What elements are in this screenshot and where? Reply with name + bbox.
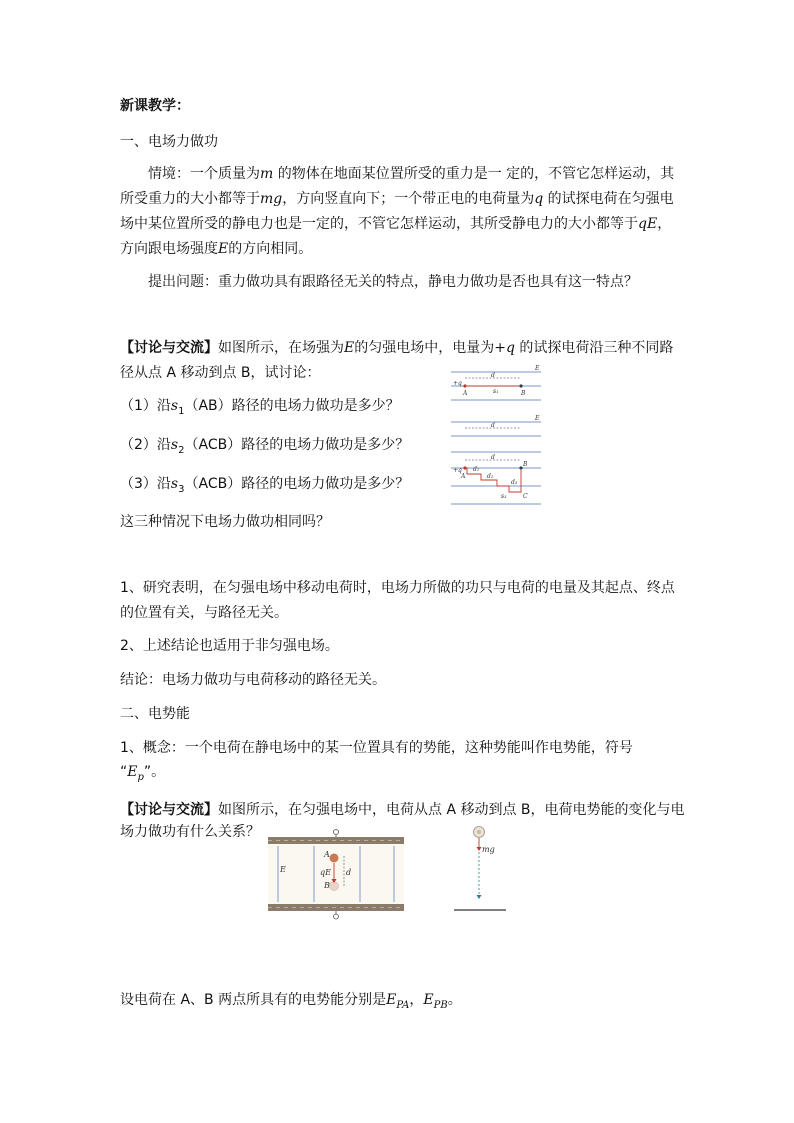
svg-text:+q: +q	[453, 467, 462, 474]
discussion-item-3: （3）沿$s_3(ACB)$路径的电场力做功是多少？	[120, 476, 410, 495]
discussion2-line-2: 场力做功有什么关系？	[120, 824, 260, 840]
discussion1-closing: 这三种情况下电场力做功相同吗？	[120, 514, 330, 530]
concept-line-2: “$E_p$”。	[120, 764, 166, 783]
finding-1b: 的位置有关，与路径无关。	[120, 605, 288, 621]
discussion-item-1: （1）沿$s_1(AB)$路径的电场力做功是多少？	[120, 398, 400, 417]
figure-paths-diagram	[449, 364, 545, 510]
finding-2: 2、上述结论也适用于非匀强电场。	[120, 638, 339, 654]
conclusion-text: 结论：电场力做功与电荷移动的路径无关。	[120, 672, 386, 688]
section2-title: 二、电势能	[120, 706, 190, 722]
svg-text:d: d	[346, 868, 352, 877]
discussion-item-2: （2）沿$s_2(ACB)$路径的电场力做功是多少？	[120, 437, 410, 456]
discussion2-line-1: 【讨论与交流】如图所示，在匀强电场中，电荷从点 A 移动到点 B，电荷电势能的变化与电	[120, 802, 685, 818]
distance-label-d: d	[491, 372, 495, 379]
question-text: 提出问题：重力做功具有跟路径无关的特点，静电力做功是否也具有这一特点？	[148, 274, 638, 290]
svg-text:C: C	[523, 493, 528, 500]
potential-energy-line: 设电荷在 A、B 两点所具有的电势能分别是$E_{PA}$，$E_{PB}$。	[120, 992, 462, 1011]
scenario-line-2: 所受重力的大小都等于mg，方向竖直向下；一个带正电的电荷量为q 的试探电荷在匀强电	[120, 191, 674, 207]
svg-text:d₁: d₁	[473, 466, 480, 473]
point-a	[463, 384, 466, 387]
svg-text:A: A	[463, 390, 468, 397]
svg-text:A: A	[461, 473, 466, 480]
svg-text:B: B	[324, 881, 330, 890]
svg-text:B: B	[523, 461, 528, 468]
finding-1a: 1、研究表明，在匀强电场中移动电荷时，电场力所做的功只与电荷的电量及其起点、终点	[120, 580, 675, 596]
charge-at-a	[330, 854, 339, 863]
figure-gravity-diagram	[452, 824, 508, 916]
section1-title: 一、电场力做功	[120, 134, 218, 150]
field-label-e: E	[535, 365, 540, 372]
panel-path-s2	[451, 415, 541, 436]
discussion-tag: 【讨论与交流】	[120, 340, 218, 356]
panel-path-s3	[451, 452, 541, 504]
scenario-line-4: 方向跟电场强度E的方向相同。	[120, 241, 313, 257]
discussion1-line-1: 【讨论与交流】如图所示，在场强为E的匀强电场中，电量为+q 的试探电荷沿三种不同路	[120, 340, 674, 356]
svg-text:s₁: s₁	[493, 388, 499, 395]
concept-line-1: 1、概念：一个电荷在静电场中的某一位置具有的势能，这种势能叫作电势能，符号	[120, 740, 633, 756]
discussion1-line-2: 径从点 A 移动到点 B，试讨论：	[120, 365, 321, 381]
svg-text:d₃: d₃	[511, 479, 518, 486]
point-b	[519, 384, 522, 387]
scenario-line-1: 情境：一个质量为m 的物体在地面某位置所受的重力是一 定的，不管它怎样运动，其	[148, 166, 675, 182]
svg-text:qE: qE	[320, 868, 331, 877]
lesson-heading: 新课教学：	[120, 98, 190, 114]
svg-text:E: E	[535, 415, 540, 422]
panel-path-s1	[451, 365, 541, 400]
svg-text:A: A	[324, 850, 330, 859]
charge-label: +q	[453, 380, 462, 387]
mg-label: mg	[482, 845, 495, 854]
svg-text:d: d	[491, 422, 495, 429]
svg-text:B: B	[521, 390, 526, 397]
figure-capacitor-diagram	[268, 826, 404, 922]
scenario-line-3: 场中某位置所受的静电力也是一定的，不管它怎样运动，其所受静电力的大小都等于qE，	[120, 216, 672, 232]
svg-text:s₃: s₃	[501, 493, 507, 500]
field-label-e2: E	[280, 865, 286, 874]
svg-text:d: d	[491, 454, 495, 461]
svg-text:d₂: d₂	[487, 473, 494, 480]
